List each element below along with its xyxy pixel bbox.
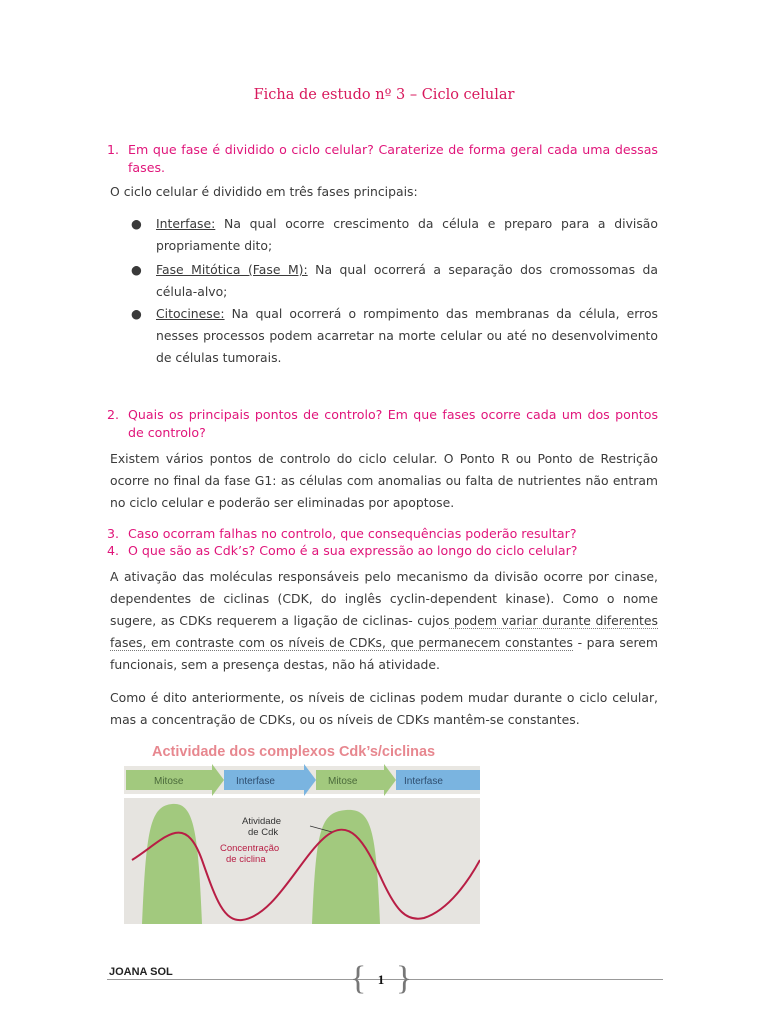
bullet-item-citocinese (131, 303, 658, 369)
cdk-activity-label-line2: de Cdk (248, 827, 279, 838)
question-text: Caso ocorram falhas no controlo, que consequências poderão resultar? (128, 526, 577, 541)
bullet-text: Na qual ocorrerá a separação dos cromossomas da célula-alvo; (156, 262, 658, 299)
paragraph-intro: O ciclo celular é dividido em três fases principais: (110, 184, 418, 199)
question-3 (107, 525, 658, 543)
question-number: 2. (107, 407, 120, 422)
phase-label: Mitose (328, 776, 358, 787)
question-number: 3. (107, 526, 120, 541)
bullet-term: Citocinese: (156, 306, 225, 321)
bullet-term: Fase Mitótica (Fase M): (156, 262, 308, 277)
paragraph-ciclinas: Como é dito anteriormente, os níveis de ciclinas podem mudar durante o ciclo celular, mas a concentração de CDKs, ou os níveis de CDKs mantêm-se constantes. (110, 690, 658, 727)
page-number-brace-left: { (350, 960, 367, 997)
cdk-activity-label-line1: Atividade (242, 816, 282, 827)
page-number-brace-right: } (396, 960, 413, 997)
question-number: 4. (107, 543, 120, 558)
question-text: Quais os principais pontos de controlo? Em que fases ocorre cada um dos pontos de controlo? (128, 407, 658, 440)
bullet-item-fase-mitotica (131, 259, 658, 303)
bullet-icon: ● (131, 216, 142, 231)
bullet-icon: ● (131, 306, 142, 321)
paragraph-cdk-part-c: - para serem funcionais, sem a presença destas, não há atividade. (110, 635, 658, 672)
question-number: 1. (107, 142, 120, 157)
bullet-text: Na qual ocorre crescimento da célula e preparo para a divisão propriamente dito; (156, 216, 658, 253)
question-2 (107, 406, 658, 442)
bullet-icon: ● (131, 262, 142, 277)
question-text: O que são as Cdk’s? Como é a sua expressão ao longo do ciclo celular? (128, 543, 578, 558)
question-text: Em que fase é dividido o ciclo celular? Caraterize de forma geral cada uma dessas fases. (128, 142, 658, 175)
page-number: 1 (377, 972, 385, 987)
cdk-cyclin-figure (124, 740, 480, 924)
phase-label: Interfase (404, 776, 443, 787)
cyclin-label-line1: Concentração (220, 843, 280, 854)
question-4 (107, 542, 658, 560)
phase-label: Mitose (154, 776, 184, 787)
document-title: Ficha de estudo nº 3 – Ciclo celular (253, 87, 515, 103)
paragraph-cdk (110, 566, 658, 676)
bullet-text: Na qual ocorrerá o rompimento das membranas da célula, erros nesses processos podem acarretar na morte celular ou até no desenvolvimento de células tumorais. (156, 306, 658, 365)
cdk-cyclin-diagram (124, 740, 480, 924)
bullet-item-interfase (131, 213, 658, 257)
paragraph-checkpoints: Existem vários pontos de controlo do ciclo celular. O Ponto R ou Ponto de Restrição ocorre no final da fase G1: as células com anomalias ou falta de nutrientes não entram no ciclo celular e poderão ser eliminadas por apoptose. (110, 451, 658, 510)
cyclin-label-line2: de ciclina (226, 854, 266, 865)
footer-author: JOANA SOL (109, 966, 173, 978)
paragraph-cdk-part-a: A ativação das moléculas responsáveis pelo mecanismo da divisão ocorre por cinase, dependentes de ciclinas (CDK, do inglês cyclin-dependent kinase). Como o nome sugere, as CDKs requerem a ligação de ciclinas- cujos (110, 569, 658, 628)
paragraph-cdk-part-b: podem variar durante diferentes fases, em contraste com os níveis de CDKs, que permanecem constantes (110, 613, 658, 650)
figure-title: Actividade dos complexos Cdk’s/ciclinas (152, 744, 436, 760)
bullet-term: Interfase: (156, 216, 216, 231)
question-1 (107, 141, 658, 177)
phase-label: Interfase (236, 776, 275, 787)
